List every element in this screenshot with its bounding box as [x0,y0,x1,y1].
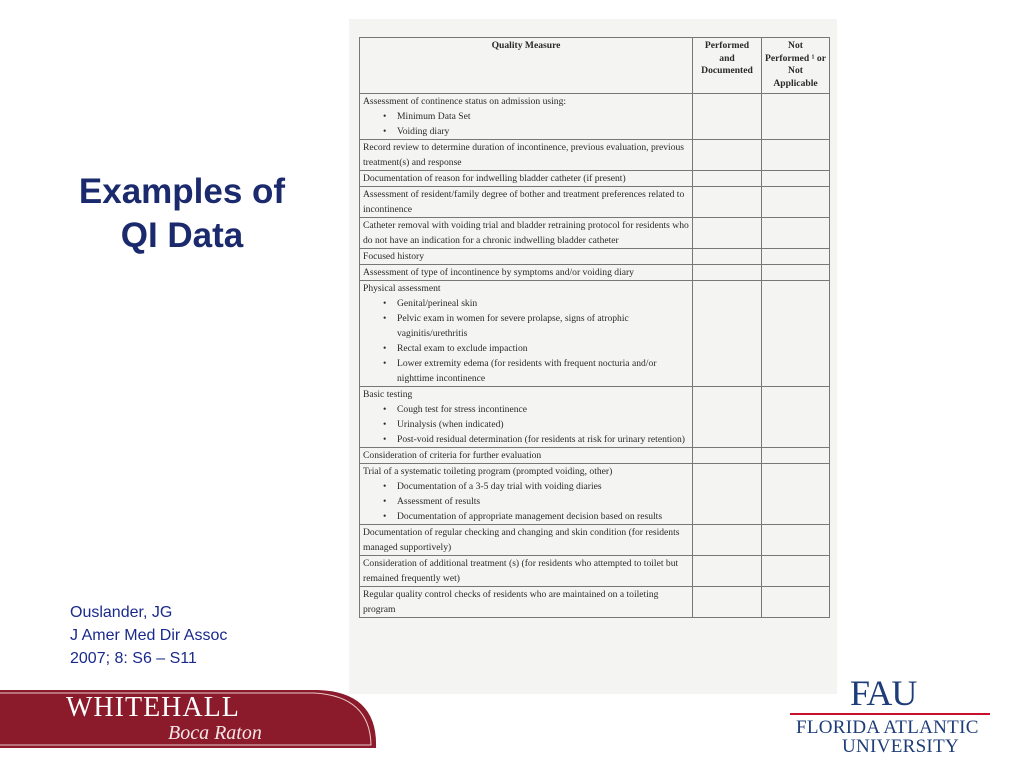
table-row [360,187,830,218]
table-row [360,387,830,448]
quality-measure-cell [360,587,693,618]
performed-cell [693,525,762,556]
quality-measure-cell [360,187,693,218]
quality-measure-cell [360,387,693,448]
performed-cell [693,464,762,525]
not-performed-cell [762,218,830,249]
performed-cell [693,171,762,187]
not-performed-cell [762,187,830,218]
table-row [360,265,830,281]
not-performed-cell [762,525,830,556]
quality-measure-cell [360,140,693,171]
whitehall-name: WHITEHALL [66,692,240,723]
fau-logo [790,672,990,762]
not-performed-cell [762,587,830,618]
quality-measure-cell [360,464,693,525]
quality-measure-cell [360,171,693,187]
performed-cell [693,587,762,618]
table-header-row [360,38,830,94]
quality-measure-text: Physical assessment [363,283,441,294]
table-row [360,587,830,618]
header-performed: Performed and Documented [693,38,762,94]
measure-bullet-item: • Pelvic exam in women for severe prolapse, signs of atrophic vaginitis/urethritis [383,311,689,341]
fau-divider [790,713,990,715]
fau-name-line-2: UNIVERSITY [842,736,959,757]
quality-measure-text: Assessment of resident/family degree of bother and treatment preferences related to incontinence [363,189,685,215]
measure-bullet-item: • Rectal exam to exclude impaction [383,341,689,356]
performed-cell [693,387,762,448]
citation-journal: J Amer Med Dir Assoc [70,627,228,644]
header-quality-measure: Quality Measure [360,38,693,94]
quality-measure-cell [360,94,693,140]
table-row [360,525,830,556]
quality-measure-text: Consideration of criteria for further evaluation [363,450,542,461]
not-performed-cell [762,140,830,171]
quality-measure-text: Trial of a systematic toileting program (prompted voiding, other) [363,466,613,477]
header-not-performed: Not Performed ¹ or Not Applicable [762,38,830,94]
not-performed-cell [762,94,830,140]
measure-bullet-item: • Post-void residual determination (for residents at risk for urinary retention) [383,432,689,447]
scanned-quality-measure-table [349,19,837,694]
table-row [360,140,830,171]
measure-bullet-item: • Documentation of a 3-5 day trial with voiding diaries [383,479,689,494]
measure-bullet-item: • Lower extremity edema (for residents with frequent nocturia and/or nighttime incontinence [383,356,689,386]
quality-measure-text: Catheter removal with voiding trial and bladder retraining protocol for residents who do not have an indication for a chronic indwelling bladder catheter [363,220,689,246]
table-row [360,171,830,187]
table-row [360,94,830,140]
not-performed-cell [762,249,830,265]
not-performed-cell [762,281,830,387]
measure-bullet-item: • Minimum Data Set [383,109,689,124]
table-row [360,448,830,464]
quality-measure-text: Assessment of continence status on admission using: [363,96,567,107]
citation-volume: 2007; 8: S6 – S11 [70,650,197,667]
not-performed-cell [762,464,830,525]
performed-cell [693,265,762,281]
performed-cell [693,140,762,171]
not-performed-cell [762,556,830,587]
citation-author: Ouslander, JG [70,604,173,621]
quality-measure-text: Documentation of regular checking and changing and skin condition (for residents managed supportively) [363,527,680,553]
not-performed-cell [762,265,830,281]
fau-name-line-1: FLORIDA ATLANTIC [796,717,979,738]
quality-measure-text: Documentation of reason for indwelling bladder catheter (if present) [363,173,626,184]
measure-bullet-item: • Cough test for stress incontinence [383,402,689,417]
not-performed-cell [762,448,830,464]
quality-measure-cell [360,448,693,464]
table-row [360,281,830,387]
quality-measure-text: Consideration of additional treatment (s) (for residents who attempted to toilet but remained frequently wet) [363,558,679,584]
measure-bullet-item: • Voiding diary [383,124,689,139]
citation [70,601,227,670]
measure-bullet-item: • Genital/perineal skin [383,296,689,311]
measure-bullet-item: • Documentation of appropriate management decision based on results [383,509,689,524]
quality-measure-text: Assessment of type of incontinence by symptoms and/or voiding diary [363,267,634,278]
performed-cell [693,187,762,218]
quality-measure-cell [360,525,693,556]
performed-cell [693,218,762,249]
measure-bullet-list [363,296,689,386]
quality-measure-cell [360,556,693,587]
whitehall-logo [0,690,378,750]
fau-monogram: FAU [850,673,917,713]
quality-measure-text: Regular quality control checks of residents who are maintained on a toileting program [363,589,659,615]
performed-cell [693,249,762,265]
quality-measure-text: Record review to determine duration of incontinence, previous evaluation, previous treatment(s) and response [363,142,685,168]
performed-cell [693,281,762,387]
quality-measure-cell [360,265,693,281]
quality-measure-cell [360,281,693,387]
slide-title-line-1: Examples of [78,172,286,211]
measure-bullet-item: • Assessment of results [383,494,689,509]
quality-measure-cell [360,249,693,265]
slide-title [52,170,312,258]
quality-measure-text: Basic testing [363,389,413,400]
measure-bullet-list [363,479,689,524]
measure-bullet-list [363,402,689,447]
table-row [360,218,830,249]
performed-cell [693,94,762,140]
measure-bullet-list [363,109,689,139]
table-row [360,464,830,525]
performed-cell [693,556,762,587]
measure-bullet-item: • Urinalysis (when indicated) [383,417,689,432]
table-row [360,556,830,587]
not-performed-cell [762,171,830,187]
quality-measure-cell [360,218,693,249]
quality-measure-table [359,37,830,618]
whitehall-location: Boca Raton [168,722,262,744]
performed-cell [693,448,762,464]
table-body [360,94,830,618]
not-performed-cell [762,387,830,448]
slide-title-line-2: QI Data [120,216,244,255]
table-row [360,249,830,265]
quality-measure-text: Focused history [363,251,425,262]
